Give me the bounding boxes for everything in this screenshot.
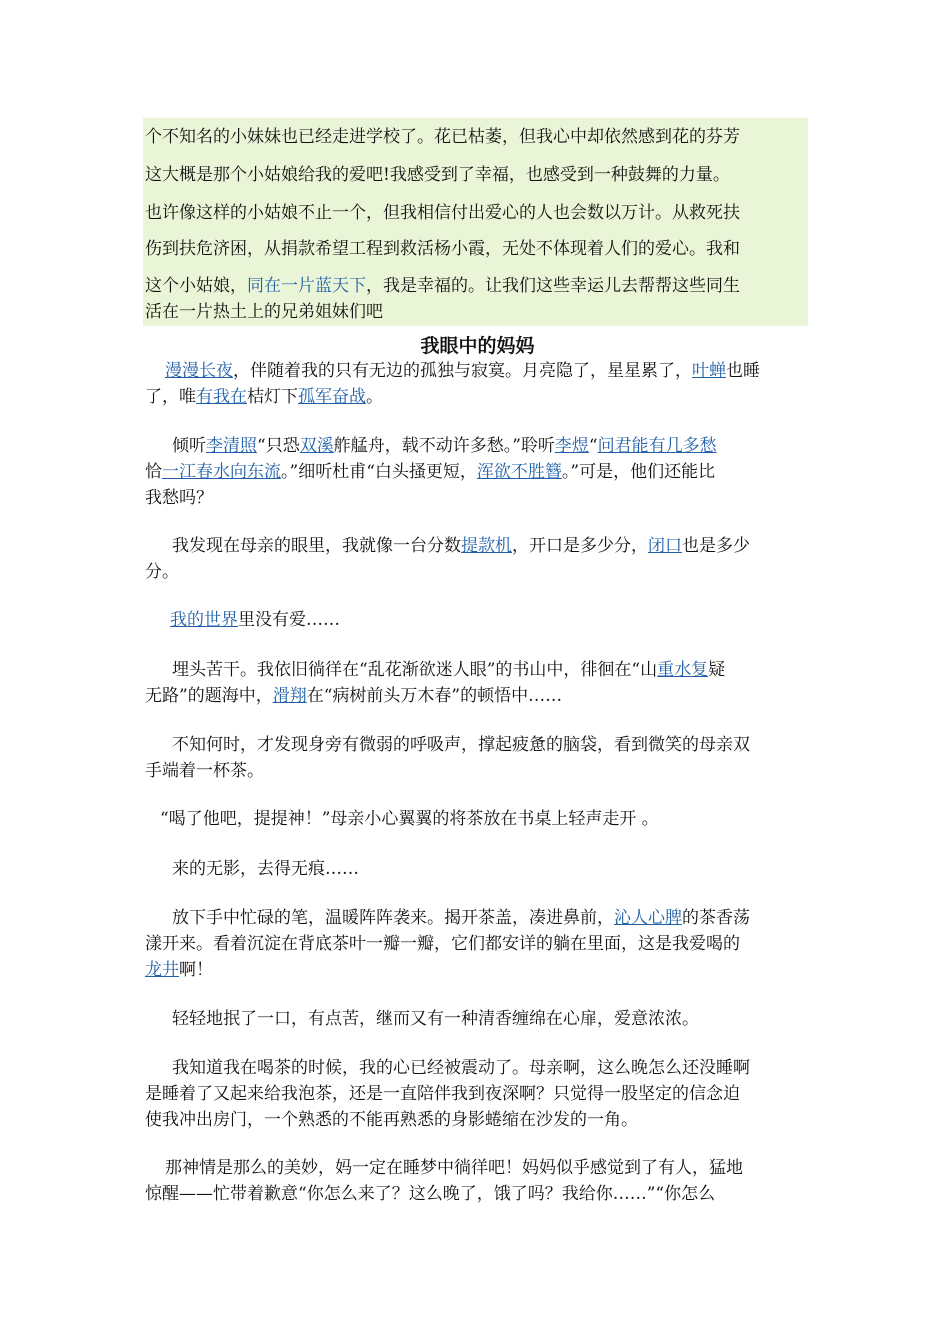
paragraph-line — [145, 683, 810, 709]
link-li-qing-zhao[interactable]: 李清照 — [206, 436, 257, 456]
text-span: 倾听 — [172, 436, 206, 456]
paragraph-line — [145, 533, 810, 559]
text-span: 在“病树前头万木春”的顿悟中…… — [306, 686, 563, 706]
paragraph-line — [145, 358, 830, 384]
text-span: ，伴随着我的只有无边的孤独与寂寞。月亮隐了，星星累了， — [233, 361, 692, 381]
text-span: 也是多少 — [682, 536, 750, 556]
text-span: 。”细听杜甫“白头搔更短， — [281, 462, 477, 482]
link-man-man-chang-ye[interactable]: 漫漫长夜 — [165, 361, 233, 381]
text-line: 这大概是那个小姑娘给我的爱吧!我感受到了幸福，也感受到一种鼓舞的力量。 — [145, 165, 730, 185]
paragraph-line: 漾开来。看着沉淀在背底茶叶一瓣一瓣，它们都安详的躺在里面，这是我爱喝的 — [145, 934, 740, 954]
paragraph-line: 使我冲出房门，一个熟悉的不能再熟悉的身影蜷缩在沙发的一角。 — [145, 1110, 638, 1130]
link-hun-yu-bu-sheng-zan[interactable]: 浑欲不胜簪 — [476, 462, 562, 482]
paragraph-line: 来的无影，去得无痕…… — [172, 859, 359, 879]
text-span: 啊！ — [179, 960, 213, 980]
paragraph-line — [145, 384, 810, 410]
link-bi-kou[interactable]: 闭口 — [648, 536, 682, 556]
paragraph-line — [145, 905, 810, 931]
paragraph-line: 惊醒——忙带着歉意“你怎么来了？这么晚了，饿了吗？我给你……”“你怎么 — [145, 1184, 716, 1204]
link-wen-jun[interactable]: 问君能有几多愁 — [597, 436, 717, 456]
text-span: 我发现在母亲的眼里，我就像一台分数 — [172, 536, 461, 556]
paragraph-line — [145, 657, 810, 683]
text-span: 这个小姑娘， — [145, 276, 247, 296]
text-span: 疑 — [708, 660, 726, 680]
link-gu-jun-fen-zhan[interactable]: 孤军奋战 — [298, 387, 366, 407]
text-line: 个不知名的小妹妹也已经走进学校了。花已枯萎，但我心中却依然感到花的芬芳 — [145, 127, 740, 147]
text-span: 无路”的题海中， — [145, 686, 273, 706]
paragraph-line — [145, 459, 810, 485]
text-span: 也睡 — [726, 361, 760, 381]
link-tong-zai-yi-pian-lan-tian-xia[interactable]: 同在一片蓝天下 — [247, 276, 366, 296]
link-li-yu[interactable]: 李煜 — [554, 436, 589, 456]
link-shuang-xi[interactable]: 双溪 — [299, 436, 334, 456]
text-line — [145, 273, 810, 299]
paragraph-line: 分。 — [145, 562, 179, 582]
link-you-wo-zai[interactable]: 有我在 — [196, 387, 247, 407]
text-line: 活在一片热土上的兄弟姐妹们吧 — [145, 302, 383, 322]
link-ti-kuan-ji[interactable]: 提款机 — [461, 536, 512, 556]
link-yi-jiang-chun-shui[interactable]: 一江春水向东流 — [162, 462, 281, 482]
text-line: 也许像这样的小姑娘不止一个，但我相信付出爱心的人也会数以万计。从救死扶 — [145, 203, 740, 223]
text-span: 桔灯下 — [247, 387, 298, 407]
paragraph-line — [145, 607, 835, 633]
paragraph-line: 是睡着了又起来给我泡茶，还是一直陪伴我到夜深啊？只觉得一股坚定的信念迫 — [145, 1084, 740, 1104]
link-zhong-shui-fu[interactable]: 重水复 — [657, 660, 709, 680]
text-span: 舴艋舟，载不动许多愁。”聆听 — [333, 436, 555, 456]
paragraph-line: 手端着一杯茶。 — [145, 761, 264, 781]
paragraph-line: 不知何时，才发现身旁有微弱的呼吸声，撑起疲惫的脑袋，看到微笑的母亲双 — [172, 735, 750, 755]
text-span: 里没有爱…… — [238, 610, 340, 630]
text-span: ，我是幸福的。让我们这些幸运儿去帮帮这些同生 — [366, 276, 740, 296]
paragraph-line: 我知道我在喝茶的时候，我的心已经被震动了。母亲啊，这么晚怎么还没睡啊 — [172, 1058, 750, 1078]
paragraph-line — [145, 957, 810, 983]
text-span: 了，唯 — [145, 387, 196, 407]
paragraph-line: “喝了他吧，提提神！”母亲小心翼翼的将茶放在书桌上轻声走开 。 — [160, 809, 659, 829]
text-span: 恰 — [145, 462, 162, 482]
text-span: “ — [588, 436, 598, 456]
article-title: 我眼中的妈妈 — [420, 335, 535, 357]
paragraph-line: 我愁吗？ — [145, 488, 213, 508]
link-hua-xiang[interactable]: 滑翔 — [272, 686, 307, 706]
text-span: 的茶香荡 — [682, 908, 750, 928]
link-qin-ren-xin-pi[interactable]: 沁人心脾 — [614, 908, 682, 928]
link-wo-de-shi-jie[interactable]: 我的世界 — [170, 610, 238, 630]
paragraph-line — [145, 433, 810, 459]
text-line: 伤到扶危济困，从捐款希望工程到救活杨小霞，无处不体现着人们的爱心。我和 — [145, 239, 740, 259]
link-ye-chan[interactable]: 叶蝉 — [692, 361, 726, 381]
text-span: ，开口是多少分， — [512, 536, 648, 556]
text-span: 埋头苦干。我依旧徜徉在“乱花渐欲迷人眼”的书山中，徘徊在“山 — [172, 660, 658, 680]
link-long-jing[interactable]: 龙井 — [145, 960, 179, 980]
text-span: “只恐 — [257, 436, 300, 456]
text-span: 。”可是，他们还能比 — [561, 462, 716, 482]
text-span: 放下手中忙碌的笔，温暖阵阵袭来。揭开茶盖，凑进鼻前， — [172, 908, 614, 928]
paragraph-line: 轻轻地抿了一口，有点苦，继而又有一种清香缠绵在心扉，爱意浓浓。 — [172, 1009, 699, 1029]
text-span: 。 — [366, 387, 383, 407]
paragraph-line: 那神情是那么的美妙，妈一定在睡梦中徜徉吧！妈妈似乎感觉到了有人，猛地 — [165, 1158, 743, 1178]
